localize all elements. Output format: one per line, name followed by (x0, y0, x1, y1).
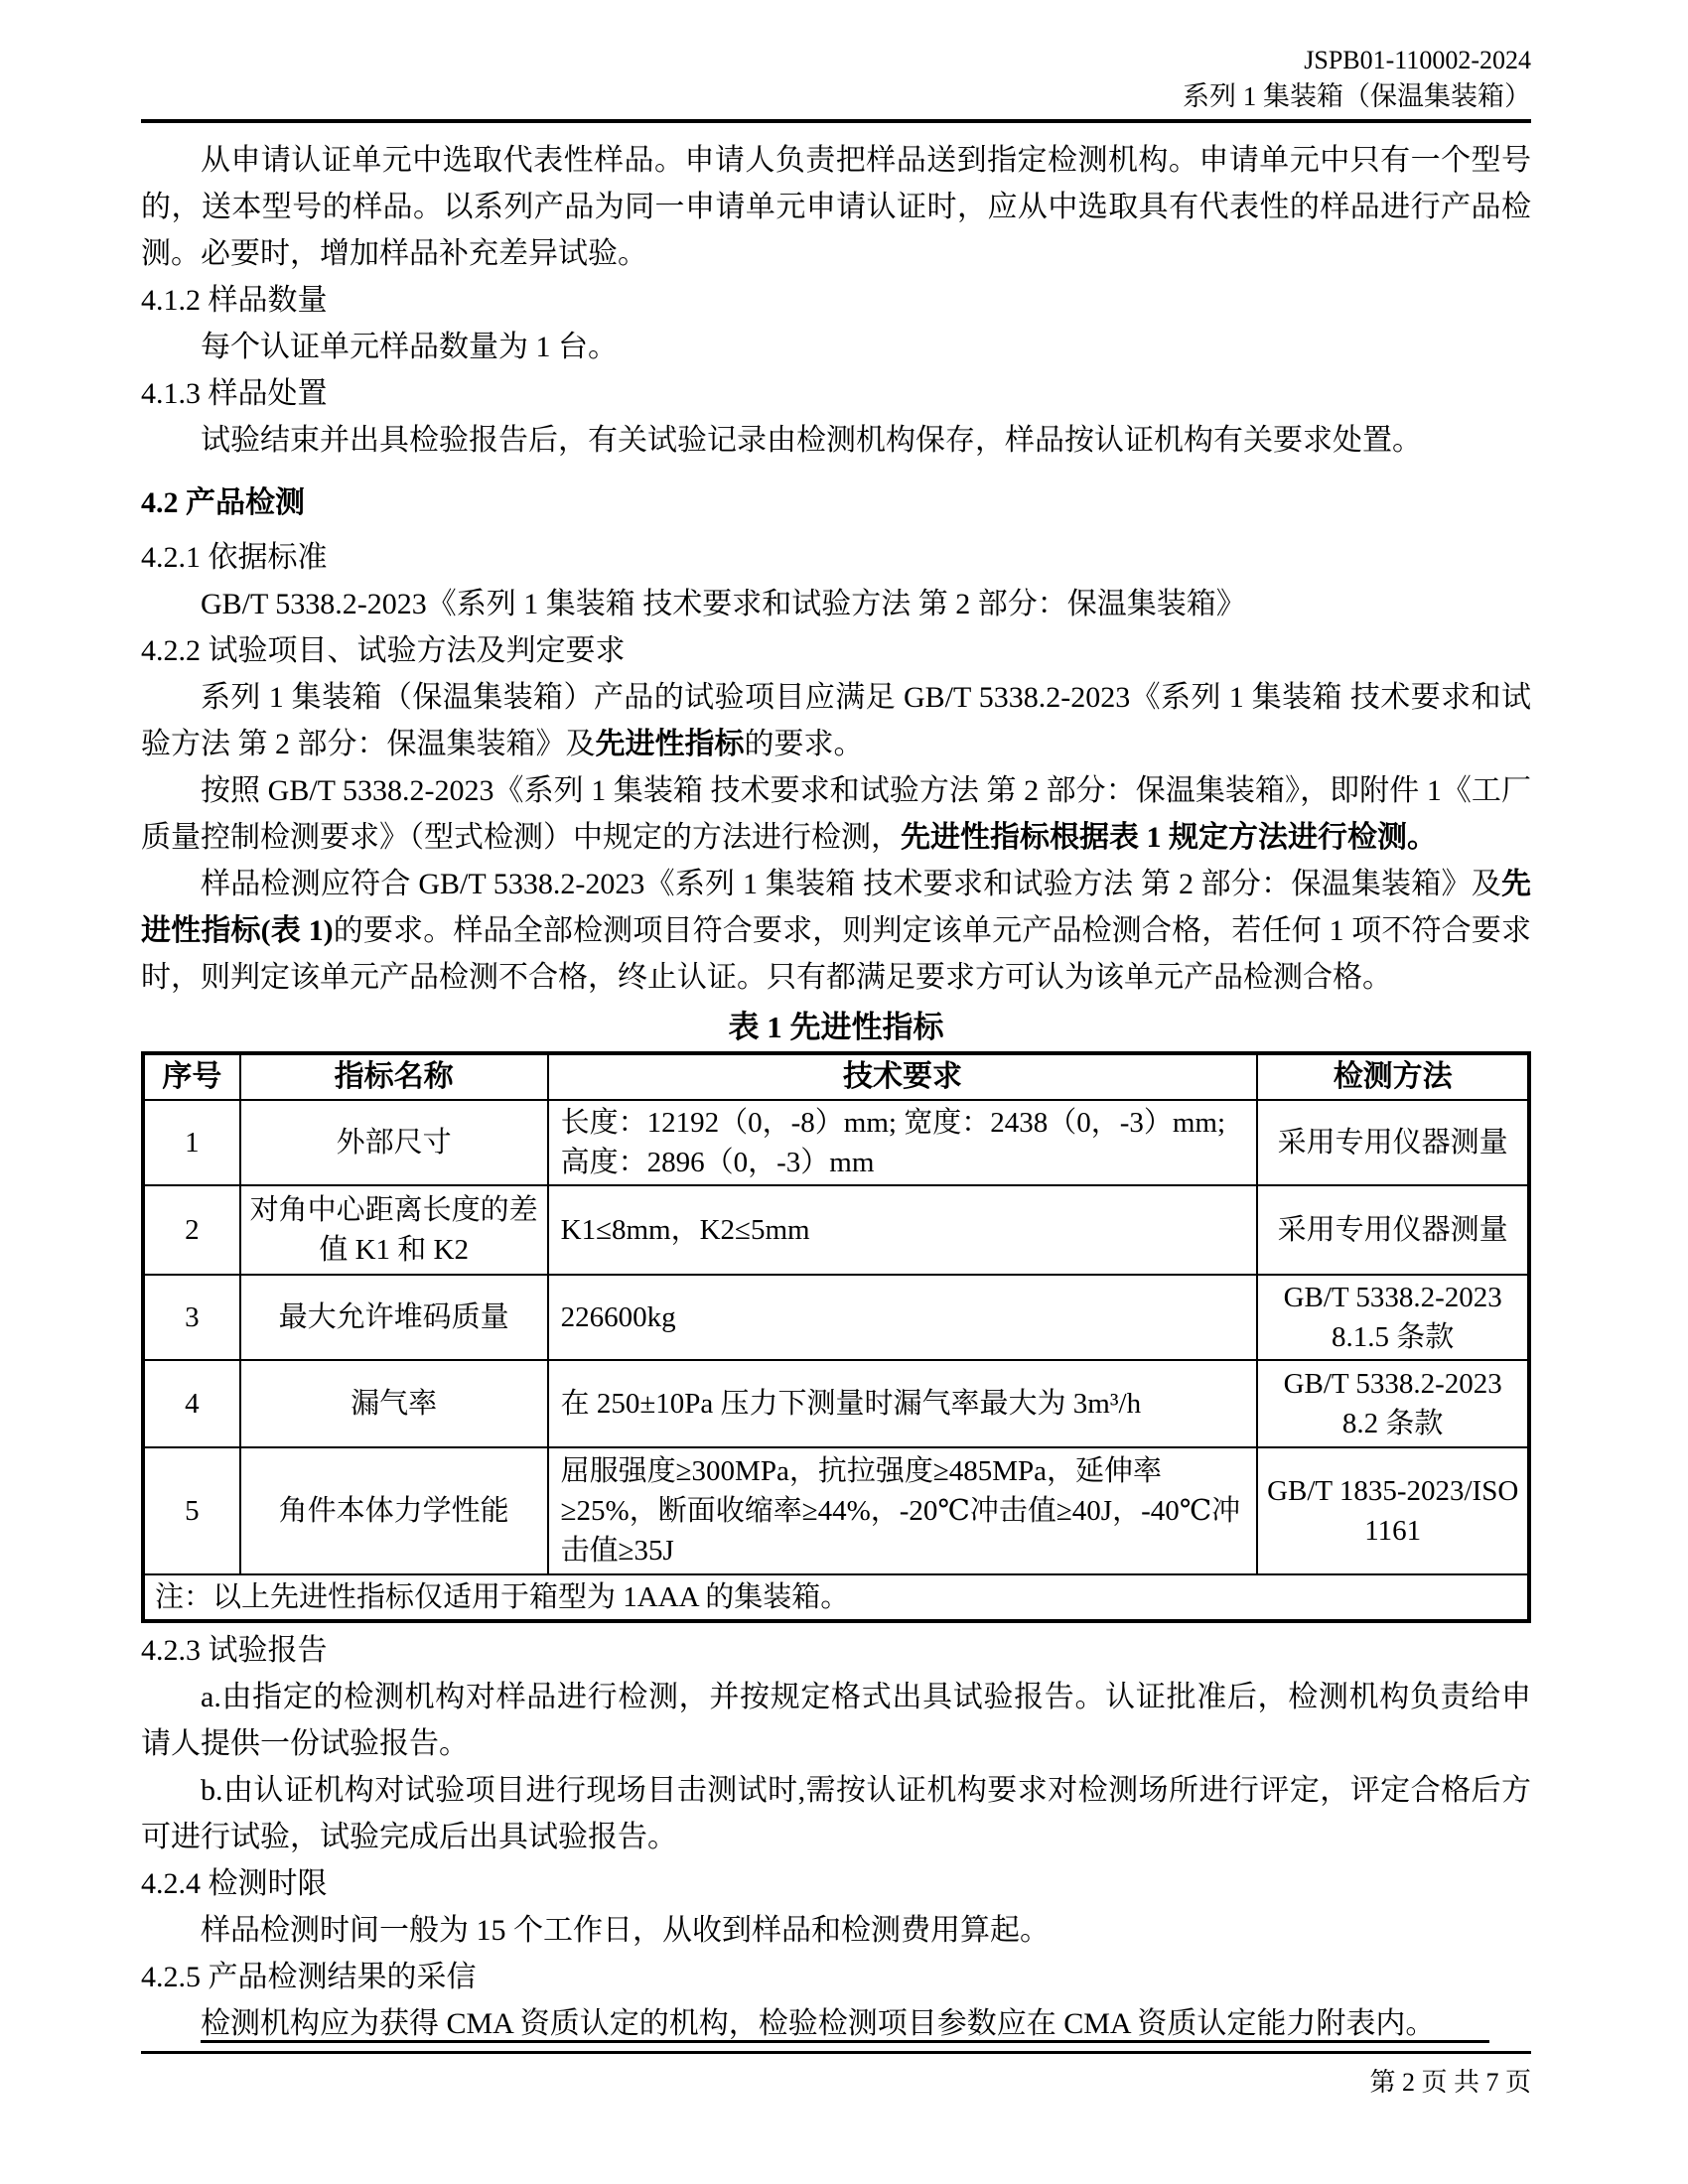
cell-requirement: K1≤8mm，K2≤5mm (548, 1185, 1258, 1275)
paragraph-4-2-3-a: a.由指定的检测机构对样品进行检测，并按规定格式出具试验报告。认证批准后，检测机构负责给申请人提供一份试验报告。 (141, 1681, 1531, 1760)
cell-no: 4 (143, 1360, 240, 1447)
doc-number: JSPB01-110002-2024 (1304, 46, 1531, 74)
text-run: 样品检测应符合 GB/T 5338.2-2023《系列 1 集装箱 技术要求和试验方法 第 2 部分：保温集装箱》及 (201, 868, 1501, 900)
paragraph-4-2-2-c (141, 861, 1531, 1001)
cell-method: GB/T 5338.2-2023 8.2 条款 (1257, 1360, 1529, 1447)
table-note-row (143, 1574, 1529, 1621)
cell-method: GB/T 1835-2023/ISO 1161 (1257, 1447, 1529, 1574)
paragraph-4-1-1-continued: 从申请认证单元中选取代表性样品。申请人负责把样品送到指定检测机构。申请单元中只有一个型号的，送本型号的样品。以系列产品为同一申请单元申请认证时，应从中选取具有代表性的样品进行产品检测。必要时，增加样品补充差异试验。 (141, 144, 1531, 270)
document-body (141, 137, 1531, 2047)
table-note: 注：以上先进性指标仅适用于箱型为 1AAA 的集装箱。 (143, 1574, 1529, 1621)
cell-name: 漏气率 (240, 1360, 548, 1447)
paragraph-4-2-2-b (141, 767, 1531, 861)
header-rule (141, 119, 1531, 123)
table-row (143, 1360, 1529, 1447)
text-run: 按照 GB/T 5338.2-2023《系列 1 集装箱 技术要求和试验方法 第 2 部分：保温集装箱》，即附件 1《工厂质量控制检测要求》（型式检测）中规定的方法进行检测， (141, 774, 1531, 854)
table-1-advanced-indicators (141, 1051, 1531, 1623)
paragraph-4-2-5 (141, 2000, 1531, 2047)
paragraph-4-1-3: 试验结束并出具检验报告后，有关试验记录由检测机构保存，样品按认证机构有关要求处置。 (201, 424, 1422, 457)
paragraph-4-2-2-a (141, 674, 1531, 767)
cell-no: 2 (143, 1185, 240, 1275)
heading-4-2: 4.2 产品检测 (141, 486, 305, 519)
paragraph-4-2-3-b: b.由认证机构对试验项目进行现场目击测试时,需按认证机构要求对检测场所进行评定，评定合格后方可进行试验，试验完成后出具试验报告。 (141, 1774, 1531, 1853)
paragraph-4-2-4: 样品检测时间一般为 15 个工作日，从收到样品和检测费用算起。 (201, 1914, 1050, 1947)
bold-run: 先进性指标 (595, 728, 745, 760)
bold-run: 先进性指标(表 1) (141, 868, 1531, 947)
heading-4-2-4: 4.2.4 检测时限 (141, 1867, 328, 1900)
col-header-no: 序号 (143, 1053, 240, 1100)
page-content (141, 0, 1531, 2047)
cell-requirement: 226600kg (548, 1275, 1258, 1360)
cell-requirement: 长度：12192（0，-8）mm; 宽度：2438（0，-3）mm; 高度：2896（0，-3）mm (548, 1100, 1258, 1185)
underlined-run: 检测机构应为获得 CMA 资质认定的机构，检验检测项目参数应在 CMA 资质认定能力附表内。 (201, 2007, 1489, 2043)
page-number: 第 2 页 共 7 页 (1369, 2068, 1531, 2097)
heading-4-2-2: 4.2.2 试验项目、试验方法及判定要求 (141, 634, 626, 667)
cell-no: 5 (143, 1447, 240, 1574)
cell-name: 外部尺寸 (240, 1100, 548, 1185)
heading-4-2-3: 4.2.3 试验报告 (141, 1634, 328, 1667)
paragraph-4-2-1: GB/T 5338.2-2023《系列 1 集装箱 技术要求和试验方法 第 2 部分：保温集装箱》 (201, 588, 1246, 620)
page-header (141, 0, 1531, 123)
cell-requirement: 屈服强度≥300MPa，抗拉强度≥485MPa，延伸率≥25%，断面收缩率≥44%，-20℃冲击值≥40J，-40℃冲击值≥35J (548, 1447, 1258, 1574)
paragraph-4-1-2: 每个认证单元样品数量为 1 台。 (201, 331, 618, 363)
page-footer (141, 2051, 1531, 2100)
heading-4-2-1: 4.2.1 依据标准 (141, 541, 328, 574)
bold-run: 先进性指标根据表 1 规定方法进行检测。 (901, 821, 1437, 854)
table-row (143, 1447, 1529, 1574)
table-header-row (143, 1053, 1529, 1100)
cell-name: 角件本体力学性能 (240, 1447, 548, 1574)
col-header-requirement: 技术要求 (548, 1053, 1258, 1100)
text-run: 系列 1 集装箱（保温集装箱）产品的试验项目应满足 GB/T 5338.2-2023《系列 1 集装箱 技术要求和试验方法 第 2 部分：保温集装箱》及 (141, 681, 1531, 760)
doc-subtitle: 系列 1 集装箱（保温集装箱） (1183, 81, 1531, 111)
heading-4-2-5: 4.2.5 产品检测结果的采信 (141, 1961, 477, 1993)
heading-4-1-3: 4.1.3 样品处置 (141, 377, 328, 410)
text-run: 的要求。样品全部检测项目符合要求，则判定该单元产品检测合格，若任何 1 项不符合要求时，则判定该单元产品检测不合格，终止认证。只有都满足要求方可认为该单元产品检测合格。 (141, 914, 1531, 994)
col-header-method: 检测方法 (1257, 1053, 1529, 1100)
cell-method: 采用专用仪器测量 (1257, 1185, 1529, 1275)
cell-name: 最大允许堆码质量 (240, 1275, 548, 1360)
cell-method: 采用专用仪器测量 (1257, 1100, 1529, 1185)
text-run: 的要求。 (744, 728, 864, 760)
cell-no: 1 (143, 1100, 240, 1185)
heading-4-1-2: 4.1.2 样品数量 (141, 284, 328, 317)
table-row (143, 1100, 1529, 1185)
cell-requirement: 在 250±10Pa 压力下测量时漏气率最大为 3m³/h (548, 1360, 1258, 1447)
col-header-name: 指标名称 (240, 1053, 548, 1100)
cell-name: 对角中心距离长度的差值 K1 和 K2 (240, 1185, 548, 1275)
cell-no: 3 (143, 1275, 240, 1360)
table-1-title: 表 1 先进性指标 (728, 1010, 944, 1044)
table-row (143, 1275, 1529, 1360)
cell-method: GB/T 5338.2-2023 8.1.5 条款 (1257, 1275, 1529, 1360)
table-row (143, 1185, 1529, 1275)
